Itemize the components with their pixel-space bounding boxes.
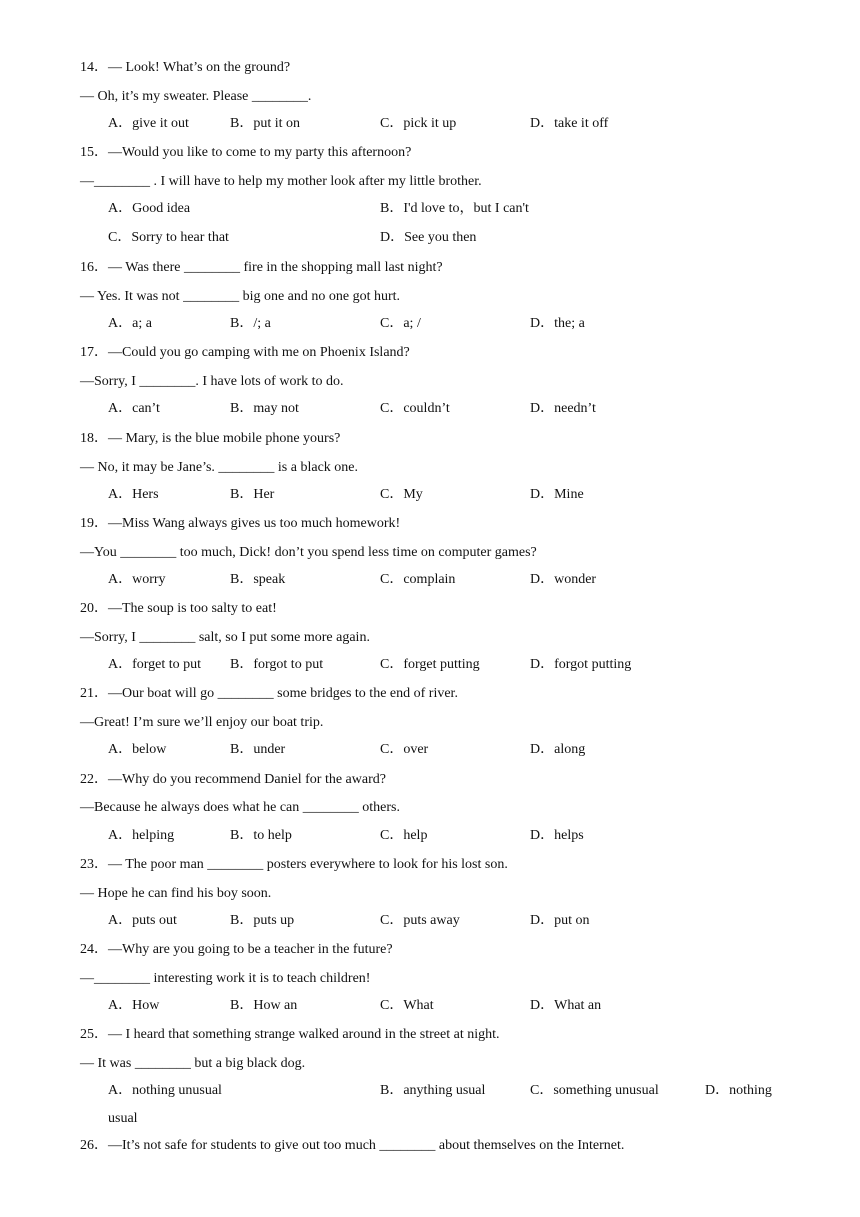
question-18-option-b: B．Her bbox=[230, 487, 275, 502]
question-22-option-c: C．help bbox=[380, 828, 428, 843]
question-24-option-a: A．How bbox=[108, 998, 160, 1013]
question-14-option-d: D．take it off bbox=[530, 116, 609, 131]
question-19-response: —You ________ too much, Dick! don’t you spend less time on computer games? bbox=[80, 545, 537, 560]
question-16-prompt: 16．— Was there ________ fire in the shopping mall last night? bbox=[80, 260, 443, 275]
question-15-option-a: A．Good idea bbox=[108, 201, 191, 216]
question-25-option-a: A．nothing unusual bbox=[108, 1083, 222, 1098]
question-25-option-d: D．nothing bbox=[705, 1083, 772, 1098]
question-20-prompt: 20．—The soup is too salty to eat! bbox=[80, 601, 277, 616]
question-15-response: —________ . I will have to help my mother look after my little brother. bbox=[80, 174, 482, 189]
question-17-prompt: 17．—Could you go camping with me on Phoenix Island? bbox=[80, 345, 410, 360]
question-20-option-b: B．forgot to put bbox=[230, 657, 324, 672]
question-25-response: — It was ________ but a big black dog. bbox=[80, 1056, 306, 1071]
question-17-option-a: A．can’t bbox=[108, 401, 160, 416]
question-14-option-c: C．pick it up bbox=[380, 116, 457, 131]
question-17-option-d: D．needn’t bbox=[530, 401, 596, 416]
question-20-option-c: C．forget putting bbox=[380, 657, 480, 672]
question-21-option-c: C．over bbox=[380, 742, 429, 757]
question-21-option-a: A．below bbox=[108, 742, 167, 757]
question-18-option-a: A．Hers bbox=[108, 487, 159, 502]
question-23-option-d: D．put on bbox=[530, 913, 590, 928]
question-19-option-a: A．worry bbox=[108, 572, 166, 587]
question-21-option-d: D．along bbox=[530, 742, 586, 757]
question-15-prompt: 15．—Would you like to come to my party this afternoon? bbox=[80, 145, 412, 160]
question-22-prompt: 22．—Why do you recommend Daniel for the award? bbox=[80, 772, 386, 787]
question-22-option-a: A．helping bbox=[108, 828, 175, 843]
question-16-option-c: C．a; / bbox=[380, 316, 421, 331]
question-18-prompt: 18．— Mary, is the blue mobile phone yours? bbox=[80, 431, 341, 446]
question-23-response: — Hope he can find his boy soon. bbox=[80, 886, 272, 901]
question-21-response: —Great! I’m sure we’ll enjoy our boat trip. bbox=[80, 715, 324, 730]
question-24-option-d: D．What an bbox=[530, 998, 602, 1013]
question-16-option-a: A．a; a bbox=[108, 316, 152, 331]
question-24-response: —________ interesting work it is to teach children! bbox=[80, 971, 371, 986]
question-14-response: — Oh, it’s my sweater. Please ________. bbox=[80, 89, 312, 104]
question-14-option-a: A．give it out bbox=[108, 116, 189, 131]
question-22-option-b: B．to help bbox=[230, 828, 292, 843]
question-25-prompt: 25．— I heard that something strange walked around in the street at night. bbox=[80, 1027, 500, 1042]
question-26-prompt: 26．—It’s not safe for students to give out too much ________ about themselves on the Internet. bbox=[80, 1138, 625, 1153]
question-18-option-d: D．Mine bbox=[530, 487, 584, 502]
question-23-option-a: A．puts out bbox=[108, 913, 177, 928]
question-14-option-b: B．put it on bbox=[230, 116, 301, 131]
question-24-prompt: 24．—Why are you going to be a teacher in the future? bbox=[80, 942, 393, 957]
question-21-prompt: 21．—Our boat will go ________ some bridges to the end of river. bbox=[80, 686, 458, 701]
question-24-option-b: B．How an bbox=[230, 998, 298, 1013]
question-17-response: —Sorry, I ________. I have lots of work to do. bbox=[80, 374, 344, 389]
question-16-option-b: B．/; a bbox=[230, 316, 271, 331]
question-15-option-b: B．I'd love to，but I can't bbox=[380, 201, 529, 216]
question-15-option-d: D．See you then bbox=[380, 230, 477, 245]
question-20-option-d: D．forgot putting bbox=[530, 657, 632, 672]
question-21-option-b: B．under bbox=[230, 742, 286, 757]
question-17-option-c: C．couldn’t bbox=[380, 401, 450, 416]
question-23-prompt: 23．— The poor man ________ posters everywhere to look for his lost son. bbox=[80, 857, 508, 872]
question-25-option-c: C．something unusual bbox=[530, 1083, 659, 1098]
question-24-option-c: C．What bbox=[380, 998, 434, 1013]
question-17-option-b: B．may not bbox=[230, 401, 299, 416]
question-22-response: —Because he always does what he can ________ others. bbox=[80, 800, 400, 815]
question-16-response: — Yes. It was not ________ big one and no one got hurt. bbox=[80, 289, 401, 304]
question-19-option-d: D．wonder bbox=[530, 572, 597, 587]
question-25-option-b: B．anything usual bbox=[380, 1083, 486, 1098]
question-22-option-d: D．helps bbox=[530, 828, 584, 843]
question-19-prompt: 19．—Miss Wang always gives us too much homework! bbox=[80, 516, 401, 531]
question-18-option-c: C．My bbox=[380, 487, 423, 502]
question-16-option-d: D．the; a bbox=[530, 316, 585, 331]
question-18-response: — No, it may be Jane’s. ________ is a black one. bbox=[80, 460, 359, 475]
question-19-option-c: C．complain bbox=[380, 572, 456, 587]
question-23-option-b: B．puts up bbox=[230, 913, 295, 928]
question-20-response: —Sorry, I ________ salt, so I put some more again. bbox=[80, 630, 370, 645]
question-20-option-a: A．forget to put bbox=[108, 657, 202, 672]
question-25-option-d-wrap: usual bbox=[108, 1111, 138, 1126]
question-15-option-c: C．Sorry to hear that bbox=[108, 230, 229, 245]
question-23-option-c: C．puts away bbox=[380, 913, 460, 928]
question-14-prompt: 14．— Look! What’s on the ground? bbox=[80, 60, 291, 75]
question-19-option-b: B．speak bbox=[230, 572, 286, 587]
